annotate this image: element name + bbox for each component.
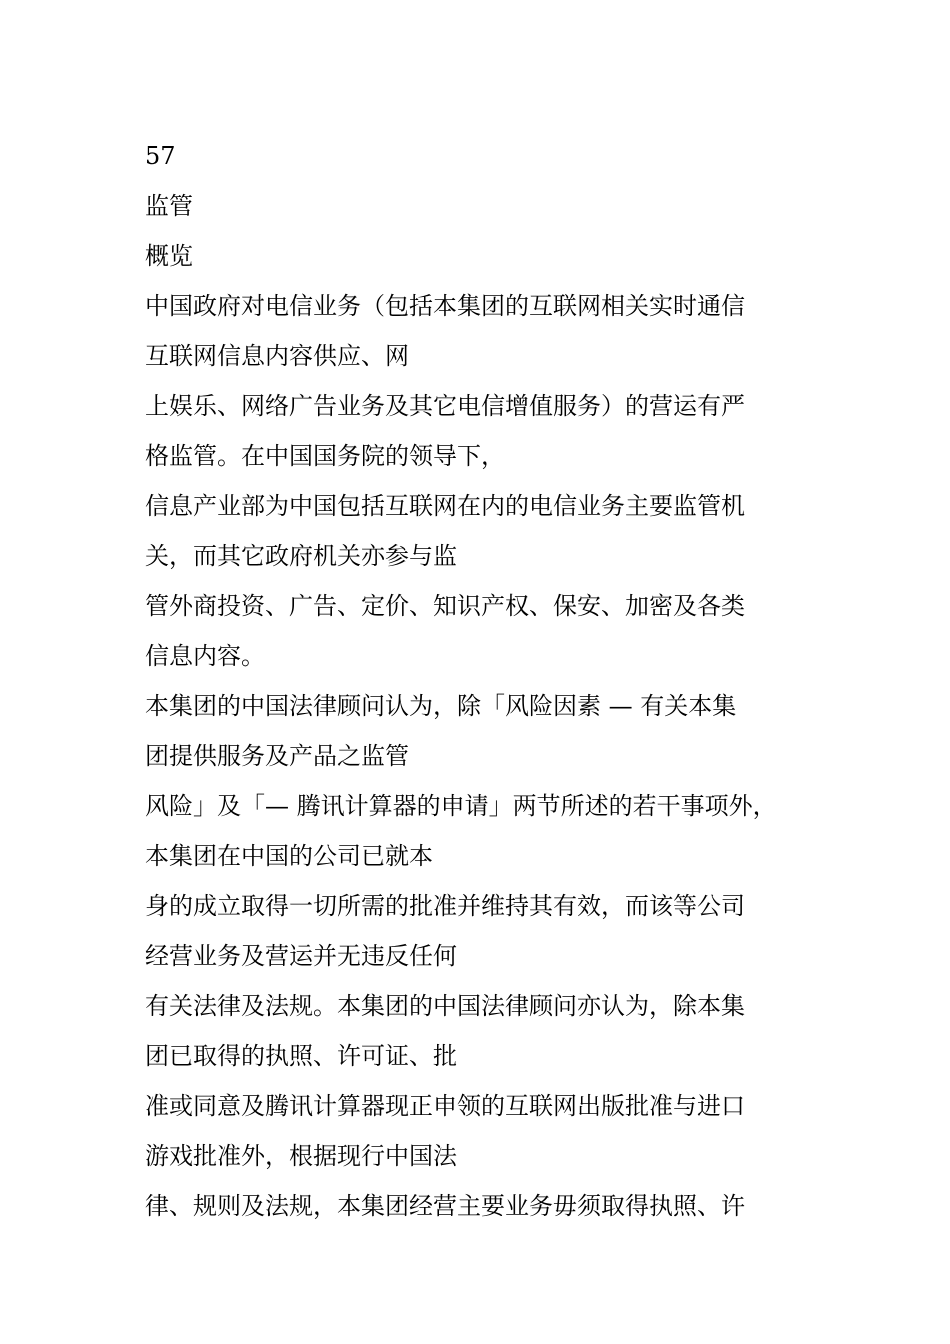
body-line: 风险」及「— 腾讯计算器的申请」两节所述的若干事项外， [145,792,777,820]
body-line: 上娱乐、网络广告业务及其它电信增值服务）的营运有严 [145,392,745,420]
section-heading: 监管 [145,192,193,220]
page-number: 57 [145,142,176,170]
body-line: 本集团的中国法律顾问认为，除「风险因素 — 有关本集 [145,692,737,720]
body-line: 团已取得的执照、许可证、批 [145,1042,457,1070]
body-line: 身的成立取得一切所需的批准并维持其有效，而该等公司 [145,892,745,920]
body-line: 管外商投资、广告、定价、知识产权、保安、加密及各类 [145,592,745,620]
body-line: 团提供服务及产品之监管 [145,742,409,770]
body-line: 本集团在中国的公司已就本 [145,842,433,870]
body-line: 格监管。在中国国务院的领导下， [145,442,505,470]
body-line: 中国政府对电信业务（包括本集团的互联网相关实时通信 [145,292,745,320]
body-line: 信息产业部为中国包括互联网在内的电信业务主要监管机 [145,492,745,520]
body-line: 准或同意及腾讯计算器现正申领的互联网出版批准与进口 [145,1092,745,1120]
body-line: 游戏批准外，根据现行中国法 [145,1142,457,1170]
body-line: 有关法律及法规。本集团的中国法律顾问亦认为，除本集 [145,992,745,1020]
body-line: 互联网信息内容供应、网 [145,342,409,370]
document-page [145,131,845,1231]
section-subheading: 概览 [145,242,193,270]
body-line: 信息内容。 [145,642,265,670]
body-line: 律、规则及法规，本集团经营主要业务毋须取得执照、许 [145,1192,745,1220]
body-line: 关，而其它政府机关亦参与监 [145,542,457,570]
body-line: 经营业务及营运并无违反任何 [145,942,457,970]
